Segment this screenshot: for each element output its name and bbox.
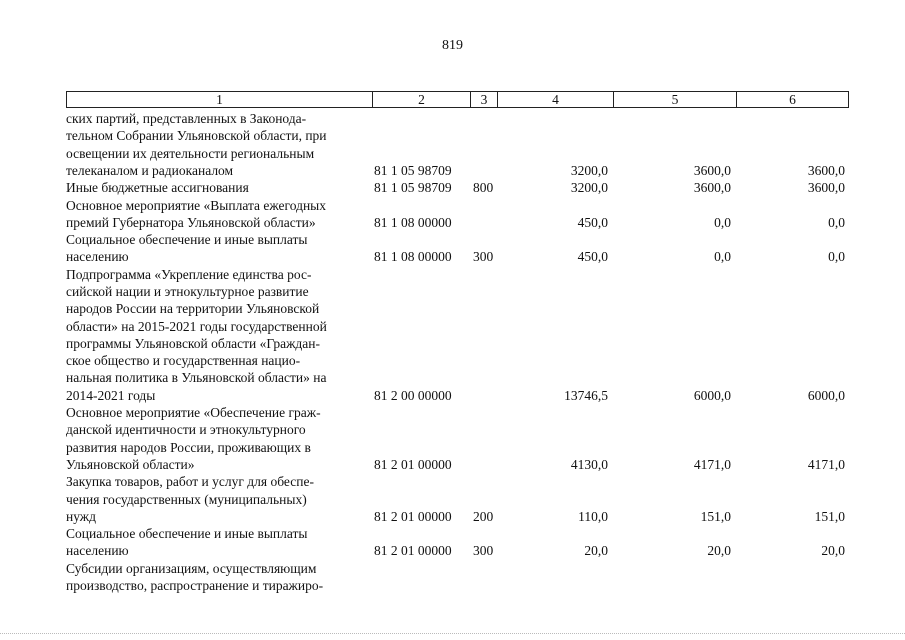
description-line: программы Ульяновской области «Граждан- <box>66 335 321 351</box>
row-value-col6: 4171,0 <box>807 456 845 472</box>
header-col-1: 1 <box>216 92 223 107</box>
description-line: ское общество и государственная нацио- <box>66 353 301 369</box>
row-description <box>66 473 364 525</box>
description-line: освещении их деятельности региональным <box>66 145 315 161</box>
row-description <box>66 110 364 179</box>
table-header <box>66 91 849 108</box>
row-description <box>66 560 364 595</box>
description-line: Основное мероприятие «Обеспечение граж- <box>66 405 321 421</box>
table-row <box>66 560 849 595</box>
row-value-col5: 4171,0 <box>693 456 731 472</box>
row-description <box>66 231 364 266</box>
row-type: 800 <box>473 180 494 196</box>
description-line: тельном Собрании Ульяновской области, при <box>66 128 327 144</box>
bottom-divider <box>0 633 905 634</box>
description-line: нальная политика в Ульяновской области» на <box>66 370 327 386</box>
row-value-col6: 0,0 <box>828 214 845 230</box>
row-value-col4: 450,0 <box>577 214 608 230</box>
row-description <box>66 266 364 404</box>
row-value-col6: 3600,0 <box>807 162 845 178</box>
row-type: 200 <box>473 508 494 524</box>
description-line: Подпрограмма «Укрепление единства рос- <box>66 266 312 282</box>
description-line: сийской нации и этнокультурное развитие <box>66 283 309 299</box>
description-line: Субсидии организациям, осуществляющим <box>66 560 317 576</box>
description-line: Иные бюджетные ассигнования <box>66 180 249 196</box>
header-col-6: 6 <box>736 92 848 107</box>
row-type: 300 <box>473 249 494 265</box>
row-value-col5: 151,0 <box>700 508 731 524</box>
row-code: 81 2 01 00000 <box>374 508 452 524</box>
table-row <box>66 473 849 525</box>
description-line: данской идентичности и этнокультурного <box>66 422 306 438</box>
row-value-col6: 6000,0 <box>807 387 845 403</box>
row-code: 81 1 08 00000 <box>374 214 452 230</box>
row-code: 81 2 01 00000 <box>374 543 452 559</box>
description-line: чения государственных (муниципальных) <box>66 491 307 507</box>
row-value-col6: 20,0 <box>821 543 845 559</box>
row-value-col4: 3200,0 <box>570 162 608 178</box>
row-value-col4: 110,0 <box>578 508 608 524</box>
table-row <box>66 525 849 560</box>
description-line: производство, распространение и тиражиро- <box>66 578 324 594</box>
row-code: 81 2 01 00000 <box>374 456 452 472</box>
description-line: населению <box>66 249 129 265</box>
description-line: премий Губернатора Ульяновской области» <box>66 214 316 230</box>
row-value-col4: 450,0 <box>577 249 608 265</box>
table-row <box>66 404 849 473</box>
page-number: 819 <box>442 38 463 53</box>
description-line: области» на 2015-2021 годы государственной <box>66 318 327 334</box>
description-line: развития народов России, проживающих в <box>66 439 311 455</box>
row-value-col6: 3600,0 <box>807 180 845 196</box>
row-description <box>66 179 364 196</box>
header-col-4: 4 <box>497 92 613 107</box>
row-code: 81 1 08 00000 <box>374 249 452 265</box>
description-line: нужд <box>66 508 96 524</box>
row-value-col6: 151,0 <box>814 508 845 524</box>
row-value-col5: 6000,0 <box>693 387 731 403</box>
description-line: Основное мероприятие «Выплата ежегодных <box>66 197 327 213</box>
header-col-3: 3 <box>470 92 497 107</box>
table-row <box>66 110 849 179</box>
row-value-col5: 3600,0 <box>693 162 731 178</box>
description-line: Социальное обеспечение и иные выплаты <box>66 526 308 542</box>
description-line: 2014-2021 годы <box>66 387 156 403</box>
description-line: телеканалом и радиоканалом <box>66 162 234 178</box>
row-value-col4: 13746,5 <box>564 387 608 403</box>
row-value-col6: 0,0 <box>828 249 845 265</box>
row-value-col5: 0,0 <box>714 249 731 265</box>
table-row <box>66 197 849 232</box>
description-line: Закупка товаров, работ и услуг для обеспе- <box>66 474 314 490</box>
description-line: Ульяновской области» <box>66 456 195 472</box>
table-row <box>66 179 849 196</box>
row-code: 81 1 05 98709 <box>374 180 452 196</box>
row-description <box>66 525 364 560</box>
header-col-5: 5 <box>613 92 736 107</box>
description-line: Социальное обеспечение и иные выплаты <box>66 232 308 248</box>
description-line: ских партий, представленных в Законода- <box>66 111 307 126</box>
row-value-col5: 0,0 <box>714 214 731 230</box>
row-value-col4: 20,0 <box>584 543 608 559</box>
row-description <box>66 404 364 473</box>
row-type: 300 <box>473 543 494 559</box>
row-code: 81 2 00 00000 <box>374 387 452 403</box>
description-line: народов России на территории Ульяновской <box>66 301 320 317</box>
row-value-col5: 20,0 <box>707 543 731 559</box>
header-col-2: 2 <box>372 92 470 107</box>
row-value-col4: 4130,0 <box>570 456 608 472</box>
row-description <box>66 197 364 232</box>
row-value-col4: 3200,0 <box>570 180 608 196</box>
table-row <box>66 231 849 266</box>
row-code: 81 1 05 98709 <box>374 162 452 178</box>
table-row <box>66 266 849 404</box>
row-value-col5: 3600,0 <box>693 180 731 196</box>
description-line: населению <box>66 543 129 559</box>
